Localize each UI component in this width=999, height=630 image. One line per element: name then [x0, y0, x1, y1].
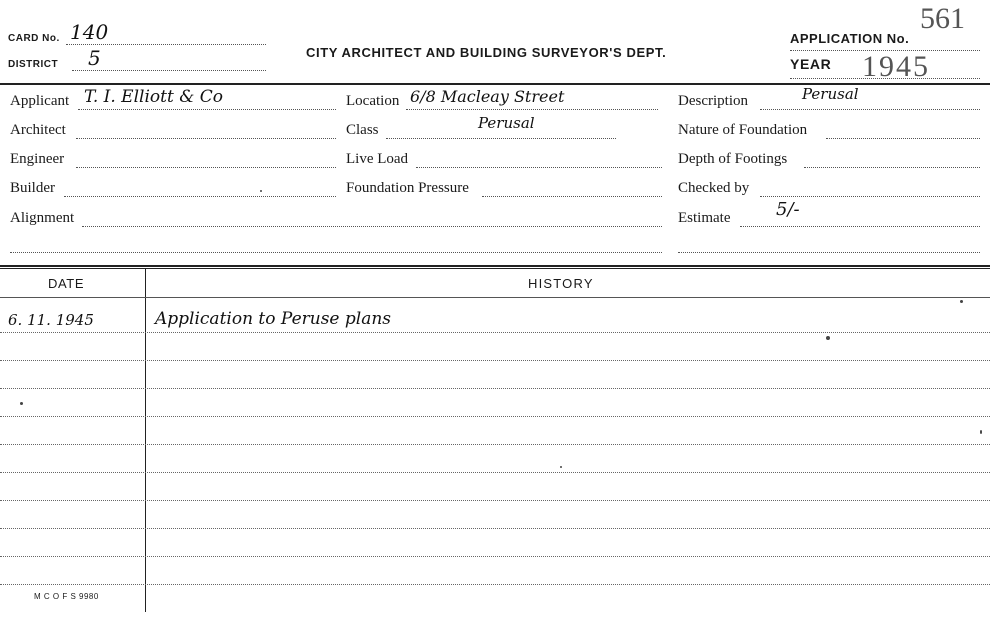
live-load-line — [416, 167, 662, 168]
history-rule — [0, 500, 990, 501]
history-rule — [0, 416, 990, 417]
application-no-label: APPLICATION No. — [790, 31, 910, 46]
alignment-label: Alignment — [10, 210, 75, 226]
scan-speck — [960, 300, 963, 303]
district-value: 5 — [88, 46, 101, 70]
alignment-line — [82, 226, 662, 227]
location-label: Location — [346, 93, 400, 109]
builder-line — [64, 196, 336, 197]
history-rule — [0, 332, 990, 333]
applicant-line — [78, 109, 336, 110]
history-column-header: HISTORY — [528, 276, 594, 291]
district-label: DISTRICT — [8, 59, 59, 70]
architect-label: Architect — [10, 122, 66, 138]
district-line — [72, 70, 266, 71]
history-row-entry: Application to Peruse plans — [155, 309, 392, 329]
application-no-value: 561 — [920, 2, 965, 35]
history-rule — [0, 444, 990, 445]
date-column-header: DATE — [48, 276, 85, 291]
estimate-line-2 — [678, 252, 980, 253]
location-value: 6/8 Macleay Street — [410, 87, 565, 106]
estimate-line — [740, 226, 980, 227]
history-top-rule-2 — [0, 268, 990, 269]
scan-speck — [560, 466, 562, 468]
class-value: Perusal — [478, 114, 535, 132]
history-rule — [0, 556, 990, 557]
year-value: 1945 — [862, 50, 930, 83]
alignment-line-2 — [10, 252, 662, 253]
foundation-pressure-line — [482, 196, 662, 197]
card-no-value: 140 — [70, 20, 109, 44]
scan-speck — [20, 402, 23, 405]
live-load-label: Live Load — [346, 151, 409, 167]
description-label: Description — [678, 93, 748, 109]
architect-line — [76, 138, 336, 139]
class-line — [386, 138, 616, 139]
nature-of-foundation-line — [826, 138, 980, 139]
year-label: YEAR — [790, 56, 832, 72]
depth-of-footings-line — [804, 167, 980, 168]
history-top-rule — [0, 265, 990, 267]
engineer-line — [76, 167, 336, 168]
description-value: Perusal — [802, 85, 859, 103]
nature-of-foundation-label: Nature of Foundation — [678, 122, 808, 138]
checked-by-label: Checked by — [678, 180, 750, 196]
checked-by-line — [760, 196, 980, 197]
location-line — [406, 109, 658, 110]
card-no-line — [66, 44, 266, 45]
estimate-label: Estimate — [678, 210, 731, 226]
card-no-label: CARD No. — [8, 33, 60, 44]
scan-speck — [260, 190, 262, 192]
history-header-rule — [0, 297, 990, 298]
engineer-label: Engineer — [10, 151, 65, 167]
applicant-label: Applicant — [10, 93, 70, 109]
dept-title: CITY ARCHITECT AND BUILDING SURVEYOR'S DEPT. — [306, 45, 667, 60]
history-row-date: 6. 11. 1945 — [8, 311, 94, 329]
class-label: Class — [346, 122, 379, 138]
applicant-value: T. I. Elliott & Co — [84, 87, 223, 107]
builder-label: Builder — [10, 180, 55, 196]
history-rule — [0, 584, 990, 585]
estimate-value: 5/- — [776, 199, 800, 220]
history-rule — [0, 528, 990, 529]
form-code: M C O F S 9980 — [34, 592, 99, 601]
scan-speck — [980, 430, 982, 434]
scan-speck — [826, 336, 830, 340]
description-line — [760, 109, 980, 110]
history-rule — [0, 472, 990, 473]
history-rule — [0, 360, 990, 361]
history-rule — [0, 388, 990, 389]
foundation-pressure-label: Foundation Pressure — [346, 180, 469, 196]
year-line — [790, 78, 980, 79]
date-column-divider — [145, 268, 146, 612]
depth-of-footings-label: Depth of Footings — [678, 151, 788, 167]
